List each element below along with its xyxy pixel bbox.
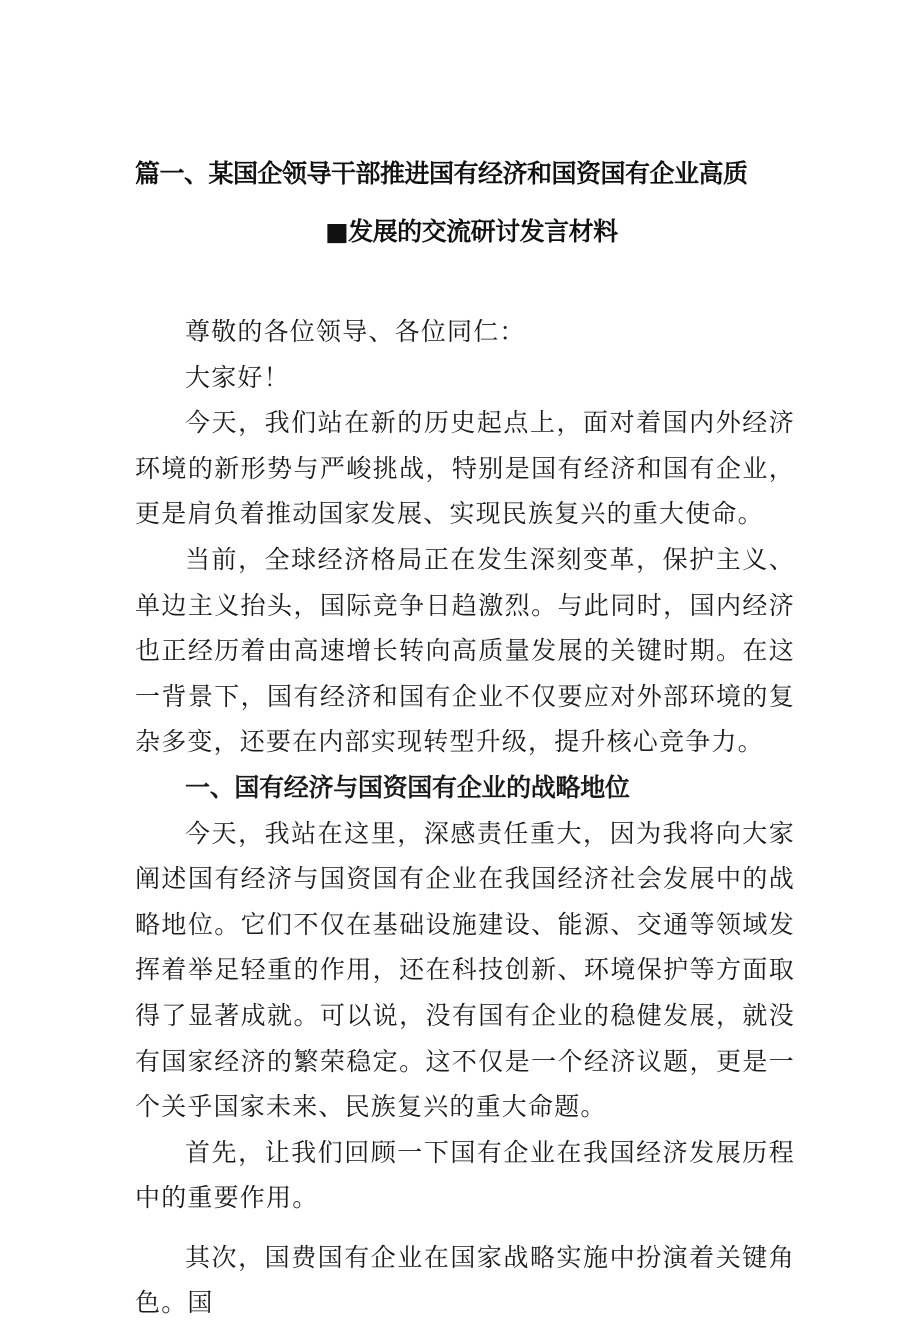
document-title-line-2: ■发展的交流研讨发言材料 bbox=[325, 217, 618, 246]
body-paragraph: 其次，国费国有企业在国家战略实施中扮演着关键角色。国 bbox=[135, 1242, 795, 1318]
body-paragraph: 首先，让我们回顾一下国有企业在我国经济发展历程中的重要作用。 bbox=[135, 1137, 795, 1213]
section-heading: 一、国有经济与国资国有企业的战略地位 bbox=[185, 772, 630, 802]
document-title-line-1: 篇一、某国企领导干部推进国有经济和国资国有企业高质 bbox=[135, 159, 748, 188]
body-paragraph: 当前，全球经济格局正在发生深刻变革，保护主义、单边主义抬头，国际竞争日趋激烈。与此同时，国内经济也正经历着由高速增长转向高质量发展的关键时期。在这一背景下，国有经济和国有企业不仅要应对外部环境的复杂多变，还要在内部实现转型升级，提升核心竞争力。 bbox=[135, 544, 795, 757]
greeting-paragraph: 尊敬的各位领导、各位同仁： bbox=[185, 317, 526, 346]
body-paragraph: 今天，我们站在新的历史起点上，面对着国内外经济环境的新形势与严峻挑战，特别是国有经济和国有企业，更是肩负着推动国家发展、实现民族复兴的重大使命。 bbox=[135, 408, 795, 529]
document-body bbox=[135, 309, 795, 1326]
hello-paragraph: 大家好！ bbox=[185, 362, 290, 392]
body-paragraph: 今天，我站在这里，深感责任重大，因为我将向大家阐述国有经济与国资国有企业在我国经济社会发展中的战略地位。它们不仅在基础设施建设、能源、交通等领域发挥着举足轻重的作用，还在科技创新、环境保护等方面取得了显著成就。可以说，没有国有企业的稳健发展，就没有国家经济的繁荣稳定。这不仅是一个经济议题，更是一个关乎国家未来、民族复兴的重大命题。 bbox=[135, 818, 795, 1122]
